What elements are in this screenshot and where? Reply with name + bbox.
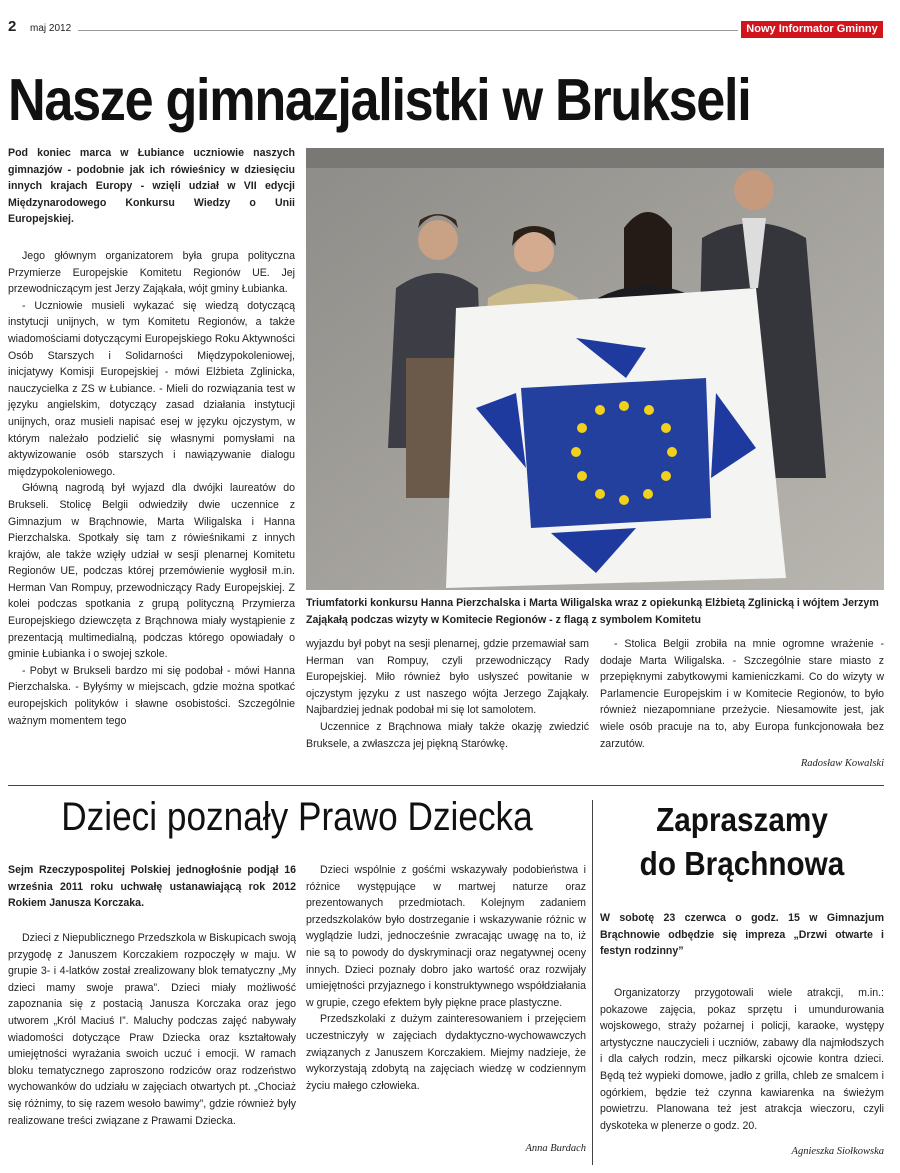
photo-caption: Triumfatorki konkursu Hanna Pierzchalska i Marta Wiligalska wraz z opiekunką Elżbietą Zglinicką i wójtem Jerzym Zająkałą podczas wizyty w Komitecie Regionów - z flagą z symbolem Komitetu [306,597,879,626]
author-signature: Agnieszka Siołkowska [791,1146,884,1157]
article-column-1 [600,985,884,1134]
author-signature: Anna Burdach [525,1143,586,1154]
author-signature: Radosław Kowalski [800,758,884,769]
paragraph: Dzieci z Niepublicznego Przedszkola w Biskupicach swoją przygodę z Januszem Korczakiem rozpoczęły w maju. W grupie 3- i 4-latków został zrealizowany blok tematyczny „My dzieci mamy swoje prawa”. Dzieci miały możliwość zapoznania się z postacią Janusza Korczaka oraz jego utworem „Król Maciuś I”. Maluchy podczas zajęć nabywały wiadomości dotyczące Praw Dziecka oraz kształtowały umiejętności wyrażania swoich uczuć i emocji. W ramach bloku tematycznego zaproszono rodziców oraz rodzeństwo wychowanków do udziału w zajęciach otwartych pt. „Chociaż się różnimy, to się razem wesoło bawimy”, gdzie również były realizowane treści związane z Prawami Dziecka. [8,932,296,1127]
article-lead: Pod koniec marca w Łubiance uczniowie naszych gimnazjów - podobnie jak ich rówieśnicy w dziesięciu innych krajach Europy - wzięli udział w VII edycji Międzynarodowego Konkursu Wiedzy o Unii Europejskiej. [8,147,295,226]
paragraph: Dzieci wspólnie z gośćmi wskazywały podobieństwa i różnice występujące w martwej naturze oraz prezentowanych przedmiotach. Kolejnym zadaniem przedszkolaków było dostrzeganie i wskazywanie różnic w wyglądzie ludzi, jednocześnie zwracając uwagę na to, iż nie są to powody do dyskryminacji oraz negatywnej oceny innych. Dzieci poznały dobro jako wartość oraz rozwijały umiejętności przyjaznego i konstruktywnego współdziałania w grupie, czego efektem były piękne prace plastyczne. [306,864,586,1009]
article-column-2 [306,636,589,752]
page-number: 2 [8,18,17,35]
paragraph: Główną nagrodą był wyjazd dla dwójki laureatów do Brukseli. Stolicę Belgii odwiedziły dwie uczennice z Gimnazjum w Brąchnowie, Marta Wiligalska i Hanna Pierzchalska. Spotkały się tam z rówieśnikami z innych krajów, ale także wzięły udział w sesji plenarnej Komitetu Regionów UE, podczas której przemówienie wygłosił m.in. Herman Van Rompuy, przewodniczący Rady Europejskiej. Z kolei podczas spotkania z grupą polityczną Przymierza Europejskiego dziewczęta z Brąchnowa miały wystąpienie z prezentacją multimedialną, podczas którego opowiadały o gminie Łubianka i o swojej szkole. [8,482,295,661]
article-column-3 [600,636,884,752]
article-lead: W sobotę 23 czerwca o godz. 15 w Gimnazjum Brąchnowie odbędzie się impreza „Drzwi otwarte i festyn rodzinny” [600,912,884,958]
column-divider [592,800,593,1165]
article-column-1 [8,248,295,729]
committee-flag [446,288,786,588]
paragraph: Organizatorzy przygotowali wiele atrakcji, m.in.: pokazowe zajęcia, pokaz sprzętu i umundurowania wojskowego, straży pożarnej i policji, karaoke, występy artystyczne nauczycieli i uczniów, zabawy dla najmłodszych i dla całych rodzin, mecz piłkarski ojcowie kontra dzieci. Będą też wypieki domowe, jadło z grilla, chleb ze smalcem i ogórkiem, będzie też czynna kawiarenka na świeżym powietrzu. Planowana też jest atrakcja wieczoru, czyli dyskoteka w plenerze o godz. 20. [600,987,884,1132]
article-headline [614,798,870,886]
paragraph: - Pobyt w Brukseli bardzo mi się podobał - mówi Hanna Pierzchalska. - Byłyśmy w miejscach, gdzie można spotkać europejskich polityków i sławne osobistości. Szczególnie ważnym momentem tego [8,664,295,727]
paragraph: - Uczniowie musieli wykazać się wiedzą dotyczącą instytucji unijnych, w tym Komitetu Regionów, a także wiadomościami dotyczącymi Europejskiego Roku Aktywności Osób Starszych i Solidarności Międzypokoleniowej, inicjatywy Komisji Europejskiej - mówi Elżbieta Zglinicka, nauczycielka z ZS w Łubiance. - Mieli do rozwiązania test w języku angielskim, dotyczący zasad działania instytucji unijnych, oraz musieli napisać esej w języku ojczystym, w którym należało podzielić się własnymi pomysłami na aktywizowanie osób starszych i nawiązywanie dialogu międzypokoleniowego. [8,299,295,478]
article-lead: Sejm Rzeczypospolitej Polskiej jednogłośnie podjął 16 września 2011 roku uchwałę ustanawiającą rok 2012 Rokiem Janusza Korczaka. [8,864,296,910]
paragraph: - Stolica Belgii zrobiła na mnie ogromne wrażenie - dodaje Marta Wiligalska. - Szczególnie stare miasto z przepięknymi zabytkowymi kamieniczkami. Co do wizyty w Parlamencie Europejskim i w Komitecie Regionów, to było również niezapomniane przeżycie. Niesamowite jest, jak wiele osób pracuje na to, aby Europa funkcjonowała bez zarzutów. [600,638,884,750]
section-divider [8,785,884,786]
paragraph: Przedszkolaki z dużym zainteresowaniem i przejęciem uczestniczyły w zajęciach dydaktyczno-wychowawczych związanych z Januszem Korczakiem. Miejmy nadzieje, że wykorzystają zdobytą na zajęciach wiedzę w codziennym życiu małego człowieka. [306,1013,586,1092]
issue-date: maj 2012 [30,23,72,34]
paragraph: Uczennice z Brąchnowa miały także okazję zwiedzić Bruksele, a zwłaszcza jej piękną Starówkę. [306,720,589,750]
article-headline: Dzieci poznały Prawo Dziecka [61,795,533,839]
paragraph: Jego głównym organizatorem była grupa polityczna Przymierze Europejskie Komitetu Regionów UE. Jej przewodniczącym jest Jerzy Zająkała, wójt gminy Łubianka. [8,250,295,296]
headline-line: do Brąchnowa [639,845,845,882]
header-rule [78,30,738,31]
article-photo [306,148,884,590]
article-column-1 [8,930,296,1129]
paragraph: wyjazdu był pobyt na sesji plenarnej, gdzie przemawiał sam Herman van Rompuy, czyli przewodniczący Rady Europejskiej. Miło również było usłyszeć powitanie w ojczystym języku z ust naszego wójta Jerzego Zająkały. Najbardziej jednak podobał mi się lot samolotem. [306,638,589,717]
masthead-badge: Nowy Informator Gminny [741,21,883,38]
article-column-2 [306,862,586,1094]
article-headline: Nasze gimnazjalistki w Brukseli [8,67,751,133]
headline-line: Zapraszamy [656,801,828,838]
